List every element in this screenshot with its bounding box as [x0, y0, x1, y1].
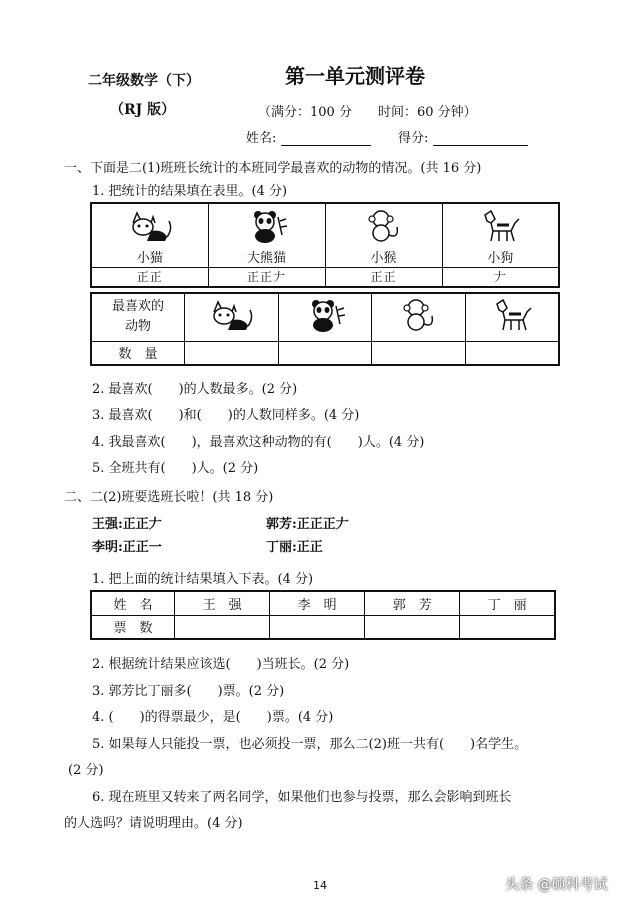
section2-q6-line1: 6. 现在班里又转来了两名同学，如果他们也参与投票，那么会影响到班长 — [92, 790, 512, 805]
section1-heading: 一、下面是二(1)班班长统计的本班同学最喜欢的动物的情况。(共 16 分) — [64, 161, 482, 176]
section1-q5: 5. 全班共有( )人。(2 分) — [92, 461, 259, 476]
page-number: 14 — [313, 879, 327, 892]
favorite-table — [90, 292, 560, 366]
animal-label: 大熊猫 — [246, 250, 286, 266]
section2-q5: 5. 如果每人只能投一票，也必须投一票，那么二(2)班一共有( )名学生。 — [92, 737, 528, 752]
tally-cell: 正正𠂇 — [208, 267, 325, 287]
dog-icon — [489, 298, 535, 332]
fav-cell-monkey — [372, 293, 466, 341]
section2-heading: 二、二(2)班要选班长啦！(共 18 分) — [64, 490, 274, 505]
animal-label: 小猫 — [136, 250, 163, 266]
candidate-name: 王 强 — [175, 591, 270, 615]
monkey-icon — [396, 298, 442, 332]
score-time-info: （满分：100 分 时间：60 分钟） — [258, 105, 477, 120]
vote-input-cell[interactable] — [365, 615, 460, 639]
vote-guo: 郭芳:正正正𠂇 — [266, 517, 349, 532]
edition-label: （RJ 版） — [110, 102, 176, 118]
page-title: 第一单元测评卷 — [285, 64, 425, 88]
vote-name-label: 姓 名 — [91, 591, 175, 615]
section2-q1: 1. 把上面的统计结果填入下表。(4 分) — [92, 572, 314, 587]
tally-cell: 正正 — [91, 267, 208, 287]
fav-cell-panda — [278, 293, 372, 341]
animal-label: 小猴 — [370, 250, 397, 266]
fav-count-label: 数 量 — [91, 341, 185, 365]
vote-input-cell[interactable] — [460, 615, 555, 639]
fav-row-label: 最喜欢的动物 — [91, 293, 185, 341]
panda-icon — [302, 298, 348, 332]
cat-icon — [127, 209, 173, 243]
vote-count-label: 票 数 — [91, 615, 175, 639]
watermark: 头条 @硕科考试 — [505, 877, 608, 893]
vote-input-cell[interactable] — [175, 615, 270, 639]
monkey-icon — [361, 209, 407, 243]
fav-cell-cat — [185, 293, 279, 341]
score-field — [398, 127, 528, 146]
dog-icon — [477, 209, 523, 243]
count-input-cell[interactable] — [372, 341, 466, 365]
section1-q3: 3. 最喜欢( )和( )的人数同样多。(4 分) — [92, 408, 360, 423]
name-label: 姓名: — [246, 131, 277, 146]
animal-cell-monkey — [325, 203, 442, 267]
vote-table — [90, 590, 556, 640]
section2-q5-score: (2 分) — [68, 763, 104, 778]
animal-cell-panda — [208, 203, 325, 267]
section2-q4: 4. ( )的得票最少，是( )票。(4 分) — [92, 710, 334, 725]
vote-wang: 王强:正正𠂇 — [92, 517, 162, 532]
score-label: 得分: — [398, 131, 429, 146]
animal-cell-cat — [91, 203, 208, 267]
animal-cell-dog — [442, 203, 559, 267]
candidate-name: 郭 芳 — [365, 591, 460, 615]
animal-label: 小狗 — [487, 250, 514, 266]
section1-q4: 4. 我最喜欢( )，最喜欢这种动物的有( )人。(4 分) — [92, 435, 425, 450]
name-field — [246, 127, 371, 146]
section2-q2: 2. 根据统计结果应该选( )当班长。(2 分) — [92, 657, 350, 672]
grade-label: 二年级数学（下） — [88, 73, 200, 89]
section2-q3: 3. 郭芳比丁丽多( )票。(2 分) — [92, 684, 285, 699]
section2-q6-line2: 的人选吗？请说明理由。(4 分) — [64, 816, 243, 831]
vote-li: 李明:正正一 — [92, 540, 162, 555]
section1-q1: 1. 把统计的结果填在表里。(4 分) — [92, 184, 288, 199]
score-blank[interactable] — [433, 133, 528, 146]
count-input-cell[interactable] — [185, 341, 279, 365]
count-input-cell[interactable] — [465, 341, 559, 365]
tally-table — [90, 202, 560, 288]
vote-ding: 丁丽:正正 — [266, 540, 323, 555]
candidate-name: 李 明 — [270, 591, 365, 615]
tally-cell: 正正 — [325, 267, 442, 287]
name-blank[interactable] — [281, 133, 371, 146]
panda-icon — [244, 209, 290, 243]
fav-cell-dog — [465, 293, 559, 341]
tally-cell: 𠂇 — [442, 267, 559, 287]
cat-icon — [208, 298, 254, 332]
vote-input-cell[interactable] — [270, 615, 365, 639]
section1-q2: 2. 最喜欢( )的人数最多。(2 分) — [92, 382, 298, 397]
candidate-name: 丁 丽 — [460, 591, 555, 615]
count-input-cell[interactable] — [278, 341, 372, 365]
